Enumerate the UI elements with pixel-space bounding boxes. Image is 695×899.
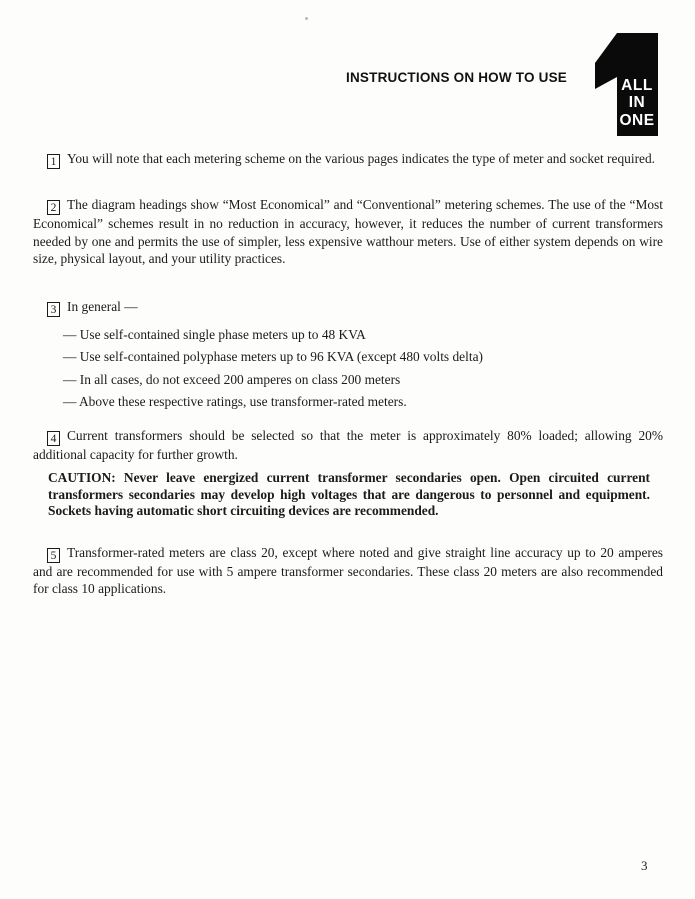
list-item-polyphase: — Use self-contained polyphase meters up to 96 KVA (except 480 volts delta) (63, 349, 483, 364)
item-3-text: In general — (67, 298, 138, 314)
instruction-item-3 (33, 298, 663, 317)
logo-text-all: ALL (621, 77, 653, 94)
instruction-item-1 (33, 150, 663, 169)
list-item-transformer-rated: — Above these respective ratings, use transformer-rated meters. (63, 394, 407, 409)
list-item-single-phase: — Use self-contained single phase meters up to 48 KVA (63, 326, 366, 342)
item-1-text: You will note that each metering scheme on the various pages indicates the type of meter and socket required. (67, 151, 656, 166)
item-4-number-box: 4 (47, 431, 60, 446)
logo-text-in: IN (628, 94, 646, 111)
item-1-number-box: 1 (47, 154, 60, 169)
instruction-item-4 (33, 427, 663, 464)
item-5-text: Transformer-rated meters are class 20, except where noted and give straight line accuracy up to 20 amperes and are recommended for use with 5 ampere transformer secondaries. These class 20 meters are also recommended for class 10 applications. (33, 544, 663, 596)
item-4-text: Current transformers should be selected so that the meter is approximately 80% loaded; allowing 20% additional capacity for further growth. (33, 427, 663, 462)
list-item-class-200: — In all cases, do not exceed 200 amperes on class 200 meters (63, 371, 401, 387)
item-5-number-box: 5 (47, 548, 60, 563)
page-number: 3 (641, 858, 648, 873)
item-2-number-box: 2 (47, 200, 60, 215)
instruction-item-5 (33, 544, 663, 598)
page-title: INSTRUCTIONS ON HOW TO USE (346, 70, 567, 85)
instruction-item-2 (33, 196, 663, 268)
instructions-body (33, 0, 663, 598)
logo-text-one: ONE (619, 112, 655, 129)
caution-paragraph: CAUTION: Never leave energized current transformer secondaries open. Open circuited current transformers secondaries may develop high voltages that are dangerous to personnel and equipment. Sockets having automatic short circuiting devices are recommended. (48, 470, 650, 518)
item-3-number-box: 3 (47, 302, 60, 317)
item-2-text: The diagram headings show “Most Economical” and “Conventional” metering schemes. The use of the “Most Economical” schemes result in no reduction in accuracy, however, it reduces the number of current transformers needed by one and permits the use of simpler, less expensive watthour meters. Use of either system depends on wire size, physical layout, and your utility practices. (33, 197, 663, 266)
general-guidelines-list (33, 326, 663, 411)
